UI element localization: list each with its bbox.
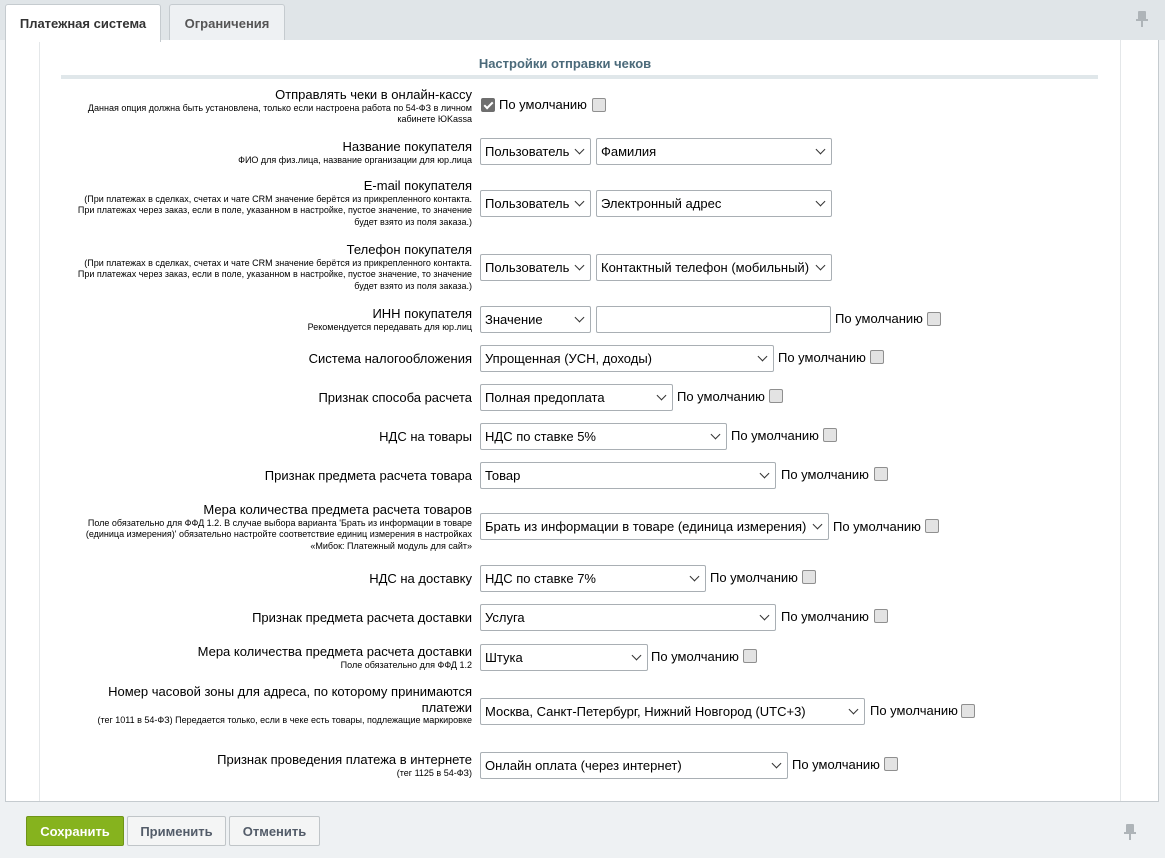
row-label: ИНН покупателя Рекомендуется передавать для юр.лиц [307, 306, 472, 332]
footer-bar [0, 802, 1165, 858]
default-checkbox[interactable] [743, 649, 757, 663]
default-checkbox[interactable] [592, 98, 606, 112]
row-label: Мера количества предмета расчета доставки Поле обязательно для ФФД 1.2 [197, 644, 472, 670]
vat-goods-select[interactable]: НДС по ставке 5% [480, 423, 727, 450]
default-checkbox[interactable] [870, 350, 884, 364]
row-label: НДС на товары [379, 429, 472, 444]
default-checkbox[interactable] [802, 570, 816, 584]
default-label: По умолчанию [870, 703, 958, 718]
row-label: Мера количества предмета расчета товаров Поле обязательно для ФФД 1.2. В случае выбора варианта 'Брать из информации в товаре (единица измерения)' обязательно настройте соответствие единиц измерения в настройках «Мибок: Платежный модуль для сайт» [85, 502, 472, 551]
row-label: E-mail покупателя (При платежах в сделках, счетах и чате CRM значение берётся из прикрепленного контакта. При платежах через заказ, если в поле, указанном в настройке, пустое значение, то значение будет взято из поля заказа.) [77, 178, 472, 227]
default-label: По умолчанию [731, 428, 819, 443]
default-label: По умолчанию [499, 97, 587, 112]
buyer-inn-source-select[interactable]: Значение [480, 306, 591, 333]
tab-restrictions[interactable] [169, 4, 285, 41]
default-checkbox[interactable] [884, 757, 898, 771]
tax-system-select[interactable]: Упрощенная (УСН, доходы) [480, 345, 774, 372]
tab-bar [0, 0, 1165, 40]
internet-payment-select[interactable]: Онлайн оплата (через интернет) [480, 752, 788, 779]
row-label: Телефон покупателя (При платежах в сделках, счетах и чате CRM значение берётся из прикрепленного контакта. При платежах через заказ, если в поле, указанном в настройке, пустое значение, то значение будет взято из поля заказа.) [77, 242, 472, 291]
default-label: По умолчанию [778, 350, 866, 365]
row-label: Признак способа расчета [318, 390, 472, 405]
buyer-email-source-select[interactable]: Пользователь [480, 190, 591, 217]
row-label: Признак проведения платежа в интернете (тег 1125 в 54-ФЗ) [217, 752, 472, 778]
apply-button[interactable]: Применить [127, 816, 226, 846]
send-receipts-checkbox[interactable] [481, 98, 495, 112]
default-checkbox[interactable] [769, 389, 783, 403]
save-button[interactable]: Сохранить [26, 816, 124, 846]
default-checkbox[interactable] [961, 704, 975, 718]
default-label: По умолчанию [781, 609, 869, 624]
delivery-measure-select[interactable]: Штука [480, 644, 648, 671]
row-label: Отправлять чеки в онлайн-кассу Данная опция должна быть установлена, только если настроена работа по 54-ФЗ в личном кабинете ЮKassa [87, 87, 472, 125]
default-checkbox[interactable] [874, 467, 888, 481]
payment-method-select[interactable]: Полная предоплата [480, 384, 673, 411]
default-checkbox[interactable] [823, 428, 837, 442]
delivery-subject-select[interactable]: Услуга [480, 604, 776, 631]
buyer-email-field-select[interactable]: Электронный адрес [596, 190, 832, 217]
cancel-button[interactable]: Отменить [229, 816, 320, 846]
default-label: По умолчанию [651, 649, 739, 664]
goods-measure-select[interactable]: Брать из информации в товаре (единица измерения) [480, 513, 829, 540]
buyer-phone-field-select[interactable]: Контактный телефон (мобильный) [596, 254, 832, 281]
default-label: По умолчанию [833, 519, 921, 534]
default-checkbox[interactable] [925, 519, 939, 533]
buyer-inn-input[interactable] [596, 306, 831, 333]
section-divider [61, 75, 1098, 79]
row-label: Название покупателя ФИО для физ.лица, название организации для юр.лица [238, 139, 472, 165]
row-label: Признак предмета расчета доставки [252, 610, 472, 625]
pin-icon[interactable] [1137, 11, 1147, 27]
default-label: По умолчанию [835, 311, 923, 326]
section-title: Настройки отправки чеков [478, 56, 652, 71]
pin-icon[interactable] [1125, 824, 1135, 840]
vat-delivery-select[interactable]: НДС по ставке 7% [480, 565, 706, 592]
default-label: По умолчанию [792, 757, 880, 772]
goods-subject-select[interactable]: Товар [480, 462, 776, 489]
default-checkbox[interactable] [874, 609, 888, 623]
default-label: По умолчанию [677, 389, 765, 404]
row-label: НДС на доставку [369, 571, 472, 586]
tab-payment-system[interactable] [5, 4, 161, 42]
tab-label: Платежная система [19, 16, 147, 31]
buyer-phone-source-select[interactable]: Пользователь [480, 254, 591, 281]
buyer-name-source-select[interactable]: Пользователь [480, 138, 591, 165]
timezone-select[interactable]: Москва, Санкт-Петербург, Нижний Новгород (UTC+3) [480, 698, 865, 725]
default-checkbox[interactable] [927, 312, 941, 326]
default-label: По умолчанию [781, 467, 869, 482]
row-label: Система налогообложения [308, 351, 472, 366]
tab-label: Ограничения [184, 15, 270, 31]
buyer-name-field-select[interactable]: Фамилия [596, 138, 832, 165]
row-label: Признак предмета расчета товара [264, 468, 472, 483]
default-label: По умолчанию [710, 570, 798, 585]
row-label: Номер часовой зоны для адреса, по которому принимаются платежи (тег 1011 в 54-ФЗ) Передается только, если в чеке есть товары, подлежащие маркировке [97, 684, 472, 726]
